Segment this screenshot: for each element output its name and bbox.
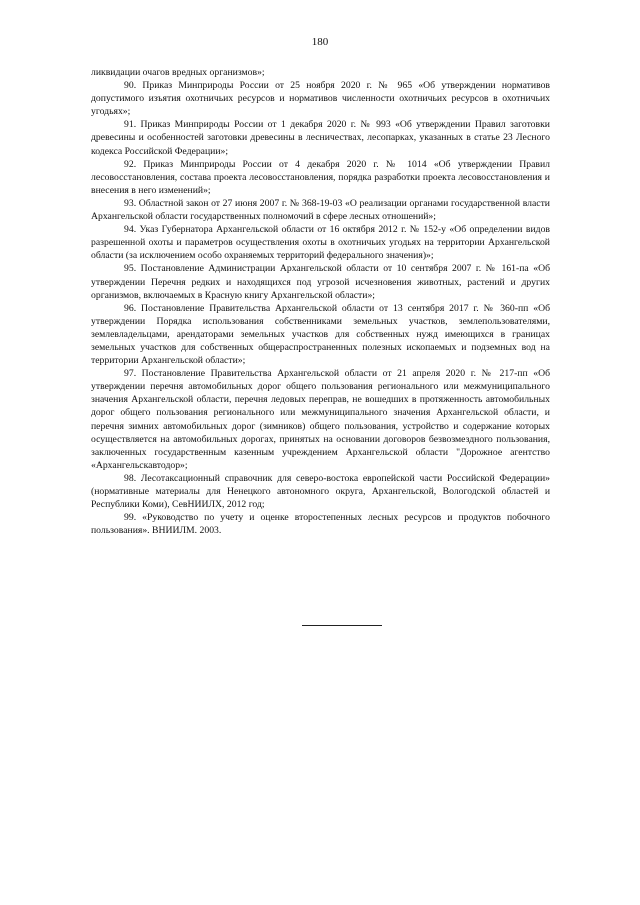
list-item: 95. Постановление Администрации Архангельской области от 10 сентября 2007 г. № 161-па «Об утверждении Перечня редких и находящихся под угрозой исчезновения животных, растений и других организмов, включаемых в Красную книгу Архангельской области»; bbox=[91, 263, 550, 301]
list-item: 91. Приказ Минприроды России от 1 декабря 2020 г. № 993 «Об утверждении Правил заготовки древесины и особенностей заготовки древесины в лесничествах, лесопарках, указанных в статье 23 Лесного кодекса Российской Федерации»; bbox=[91, 119, 550, 157]
list-item: 99. «Руководство по учету и оценке второстепенных лесных ресурсов и продуктов побочного пользования». ВНИИЛМ. 2003. bbox=[91, 512, 550, 537]
list-item: 96. Постановление Правительства Архангельской области от 13 сентября 2017 г. № 360-пп «Об утверждении Порядка использования собственниками земельных участков, землепользователями, землевладельцами, арендаторами земельных участков для собственных нужд имеющихся в границах земельных участков для собственных общераспространенных полезных ископаемых и подземных вод на территории Архангельской области»; bbox=[91, 302, 550, 367]
list-item: 97. Постановление Правительства Архангельской области от 21 апреля 2020 г. № 217-пп «Об утверждении перечня автомобильных дорог общего пользования регионального или межмуниципального значения Архангельской области, перечня ледовых переправ, не вошедших в протяженность автомобильных дорог общего пользования регионального или межмуниципального значения Архангельской области, и перечня зимних автомобильных дорог (зимников) общего пользования, устройство и содержание которых осуществляется на автомобильных дорогах, принятых на основании договоров безвозмездного пользования, заключенных государственным казенным учреждением Архангельской области "Дорожное агентство «Архангельскавтодор»; bbox=[91, 368, 550, 471]
list-item: 93. Областной закон от 27 июня 2007 г. № 368-19-03 «О реализации органами государственной власти Архангельской области государственных полномочий в сфере лесных отношений»; bbox=[91, 197, 550, 223]
document-body bbox=[91, 66, 550, 537]
list-item: 98. Лесотаксационный справочник для северо-востока европейской части Российской Федерации» (нормативные материалы для Ненецкого автономного округа, Архангельской, Вологодской областей и Республики Коми), СевНИИЛХ, 2012 год; bbox=[91, 472, 550, 511]
list-item: 90. Приказ Минприроды России от 25 ноября 2020 г. № 965 «Об утверждении нормативов допустимого изъятия охотничьих ресурсов и нормативов численности охотничьих ресурсов в охотничьих угодьях»; bbox=[91, 80, 550, 118]
continuation-text: ликвидации очагов вредных организмов»; bbox=[91, 67, 265, 78]
end-separator-line bbox=[302, 625, 382, 626]
page-number: 180 bbox=[311, 36, 329, 48]
list-item: 92. Приказ Минприроды России от 4 декабря 2020 г. № 1014 «Об утверждении Правил лесовосстановления, состава проекта лесовосстановления, порядка разработки проекта лесовосстановления и внесения в него изменений»; bbox=[91, 158, 550, 196]
list-item: 94. Указ Губернатора Архангельской области от 16 октября 2012 г. № 152-у «Об определении видов разрешенной охоты и параметров осуществления охоты в охотничьих угодьях на территории Архангельской области (за исключением особо охраняемых территорий федерального значения)»; bbox=[91, 224, 550, 262]
